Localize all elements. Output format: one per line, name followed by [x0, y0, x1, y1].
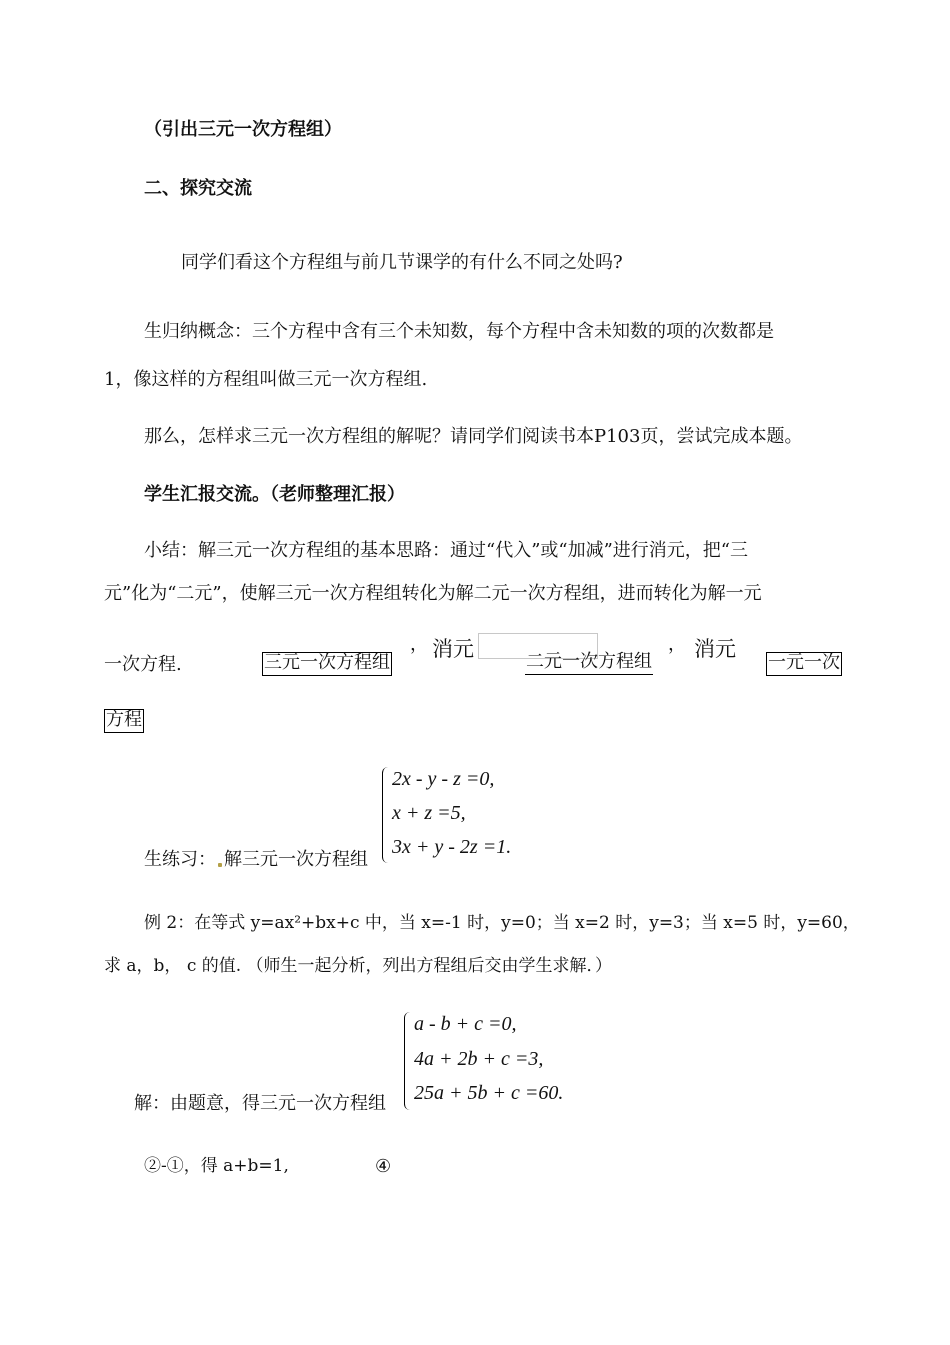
system2-eq3: 25a + 5b + c =60.: [414, 1082, 564, 1104]
concept-line-2: 1，像这样的方程组叫做三元一次方程组.: [104, 369, 428, 390]
summary-line-1: 小结：解三元一次方程组的基本思路：通过“代入”或“加减”进行消元，把“三: [144, 540, 749, 561]
question-paragraph: 同学们看这个方程组与前几节课学的有什么不同之处吗?: [181, 252, 623, 273]
flow-box-linear-part1: 一元一次: [766, 652, 842, 676]
system1-eq1: 2x - y - z =0,: [392, 768, 495, 790]
practice-label: 生练习：: [144, 849, 216, 870]
system2-brace: [404, 1012, 412, 1110]
step-marker: ④: [375, 1156, 392, 1177]
how-paragraph: 那么，怎样求三元一次方程组的解呢？请同学们阅读书本P103页，尝试完成本题。: [144, 426, 803, 447]
system2-eq1: a - b + c =0,: [414, 1013, 517, 1035]
flow-box-linear-part2: 方程: [104, 709, 144, 733]
solution-text: 解：由题意，得三元一次方程组: [134, 1093, 386, 1114]
flow-arrow-label-1: 消元: [432, 637, 474, 661]
section-heading: 二、探究交流: [144, 178, 252, 199]
summary-line-2: 元”化为“二元”，使解三元一次方程组转化为解二元一次方程组，进而转化为解一元: [104, 583, 762, 604]
intro-note: （引出三元一次方程组）: [144, 119, 342, 140]
flow-arrow-label-2: 消元: [694, 637, 736, 661]
summary-line-3: 一次方程.: [104, 654, 182, 675]
flow-box-ternary: 三元一次方程组: [262, 652, 392, 676]
marker-dot: [218, 863, 222, 867]
system1-brace: [382, 767, 390, 863]
example2-line-1: 例 2：在等式 y=ax²+bx+c 中，当 x=-1 时，y=0；当 x=2 时，y=3；当 x=5 时，y=60，: [144, 913, 860, 933]
concept-line-1: 生归纳概念：三个方程中含有三个未知数，每个方程中含未知数的项的次数都是: [144, 321, 774, 342]
report-heading: 学生汇报交流。（老师整理汇报）: [144, 484, 405, 505]
practice-text: 解三元一次方程组: [224, 849, 368, 870]
example2-line-2: 求 a，b， c 的值. （师生一起分析，列出方程组后交由学生求解．）: [104, 956, 613, 976]
flow-comma-1: ，: [410, 634, 428, 655]
flow-comma-2: ，: [668, 634, 686, 655]
system2-eq2: 4a + 2b + c =3,: [414, 1048, 544, 1070]
system1-eq2: x + z =5,: [392, 802, 466, 824]
system1-eq3: 3x + y - 2z =1.: [392, 836, 512, 858]
step-text: ②-①，得 a+b=1,: [144, 1156, 289, 1176]
flow-box-binary: 二元一次方程组: [525, 652, 653, 675]
